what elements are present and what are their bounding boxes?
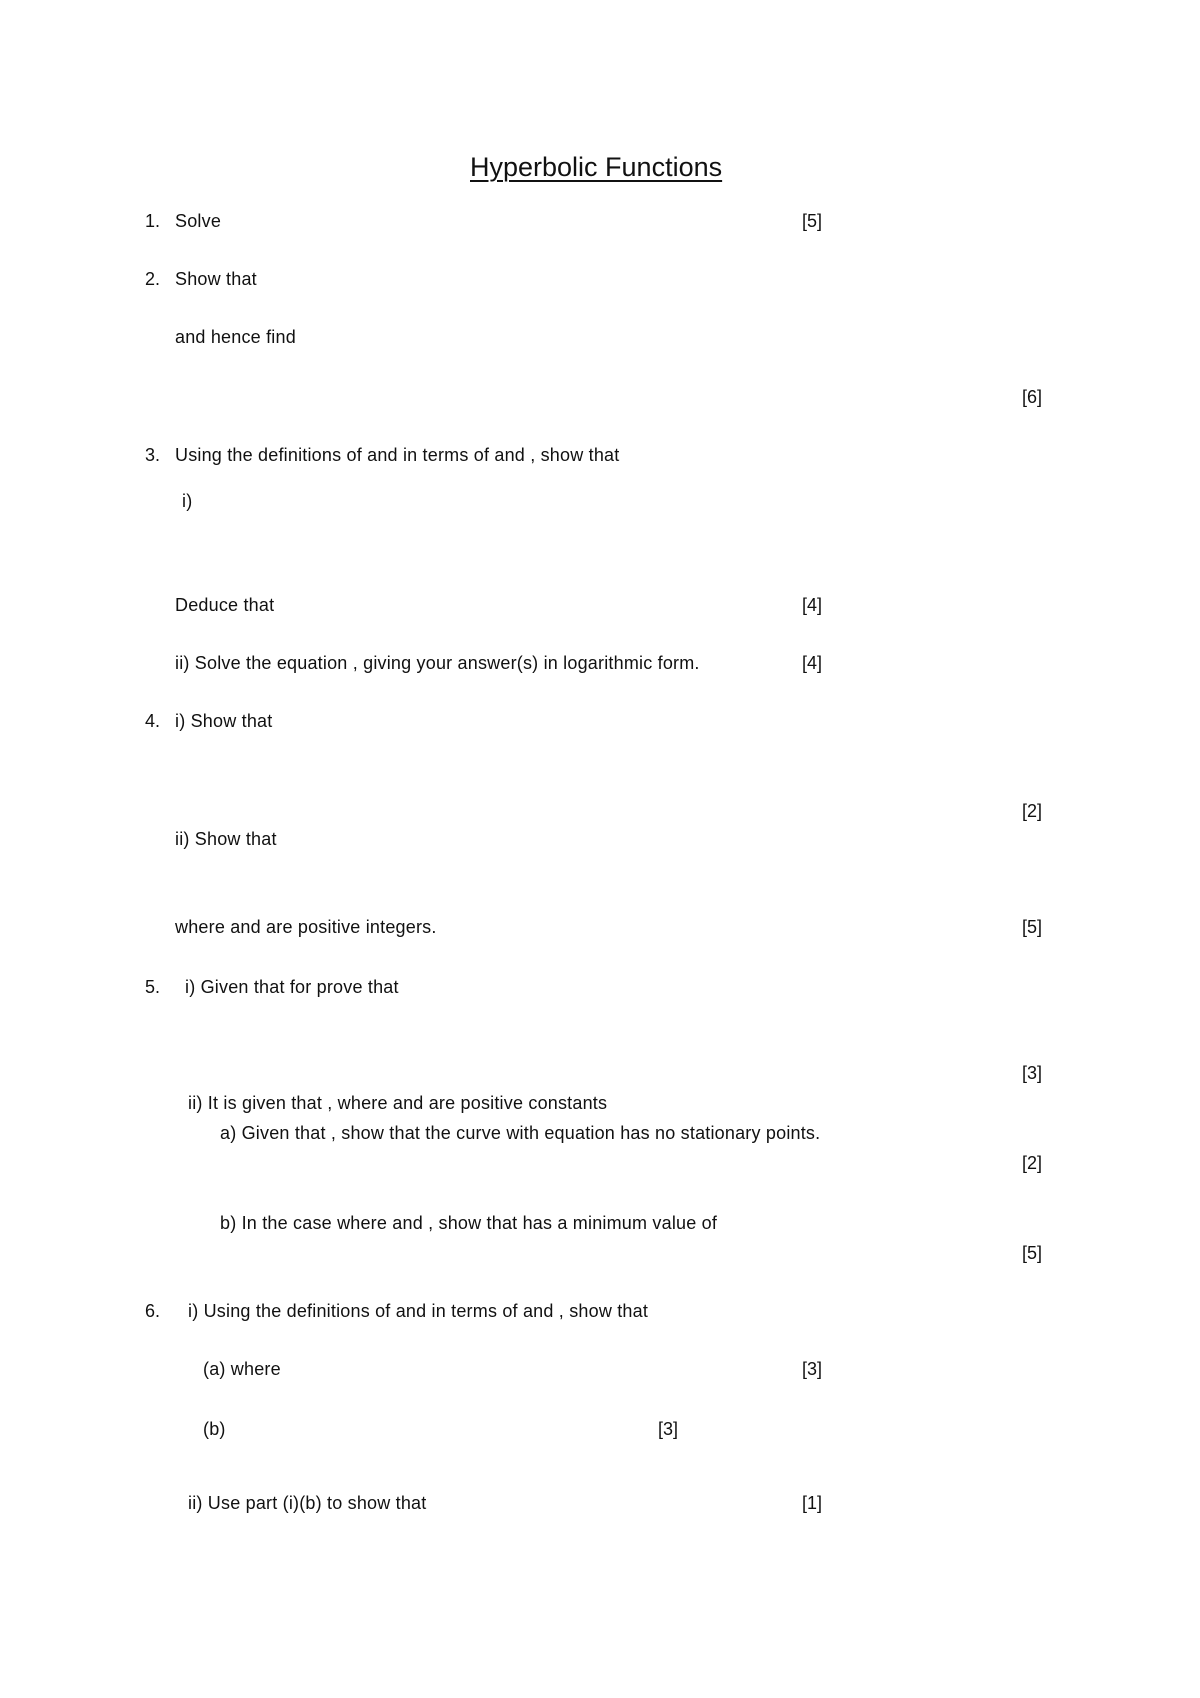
question-3-deduce: Deduce that — [175, 595, 275, 615]
question-3-part-i: i) — [182, 491, 193, 511]
question-1-number: 1. — [145, 211, 161, 231]
question-3-text: Using the definitions of and in terms of and , show that — [175, 445, 620, 465]
document-title: Hyperbolic Functions — [470, 152, 723, 182]
question-5-part-ii: ii) It is given that , where and are positive constants — [188, 1093, 608, 1113]
question-4-part-ii: ii) Show that — [175, 829, 277, 849]
question-4-part-i-marks: [2] — [1022, 801, 1043, 821]
question-4-where-marks: [5] — [1022, 917, 1043, 937]
question-5-part-a-marks: [2] — [1022, 1153, 1043, 1173]
question-3-number: 3. — [145, 445, 161, 465]
question-5-number: 5. — [145, 977, 161, 997]
question-2-hence: and hence find — [175, 327, 296, 347]
question-2-marks: [6] — [1022, 387, 1043, 407]
question-3-deduce-marks: [4] — [802, 595, 823, 615]
question-5-part-i: i) Given that for prove that — [185, 977, 399, 997]
question-6-number: 6. — [145, 1301, 161, 1321]
question-4-where: where and are positive integers. — [175, 917, 437, 937]
question-5-part-i-marks: [3] — [1022, 1063, 1043, 1083]
question-2-number: 2. — [145, 269, 161, 289]
question-6-part-i: i) Using the definitions of and in terms of and , show that — [188, 1301, 649, 1321]
question-6-part-ii: ii) Use part (i)(b) to show that — [188, 1493, 427, 1513]
question-4-part-i: i) Show that — [175, 711, 273, 731]
question-3-part-ii-marks: [4] — [802, 653, 823, 673]
question-1-text: Solve — [175, 211, 222, 231]
question-2-text: Show that — [175, 269, 257, 289]
question-6-part-a: (a) where — [203, 1359, 281, 1379]
question-3-part-ii: ii) Solve the equation , giving your answer(s) in logarithmic form. — [175, 653, 700, 673]
question-1-marks: [5] — [802, 211, 823, 231]
question-5-part-b: b) In the case where and , show that has a minimum value of — [220, 1213, 718, 1233]
question-5-part-a: a) Given that , show that the curve with equation has no stationary points. — [220, 1123, 821, 1143]
question-4-number: 4. — [145, 711, 161, 731]
question-6-part-b: (b) — [203, 1419, 226, 1439]
question-6-part-a-marks: [3] — [802, 1359, 823, 1379]
question-6-part-b-marks: [3] — [658, 1419, 679, 1439]
question-6-part-ii-marks: [1] — [802, 1493, 823, 1513]
question-5-part-b-marks: [5] — [1022, 1243, 1043, 1263]
